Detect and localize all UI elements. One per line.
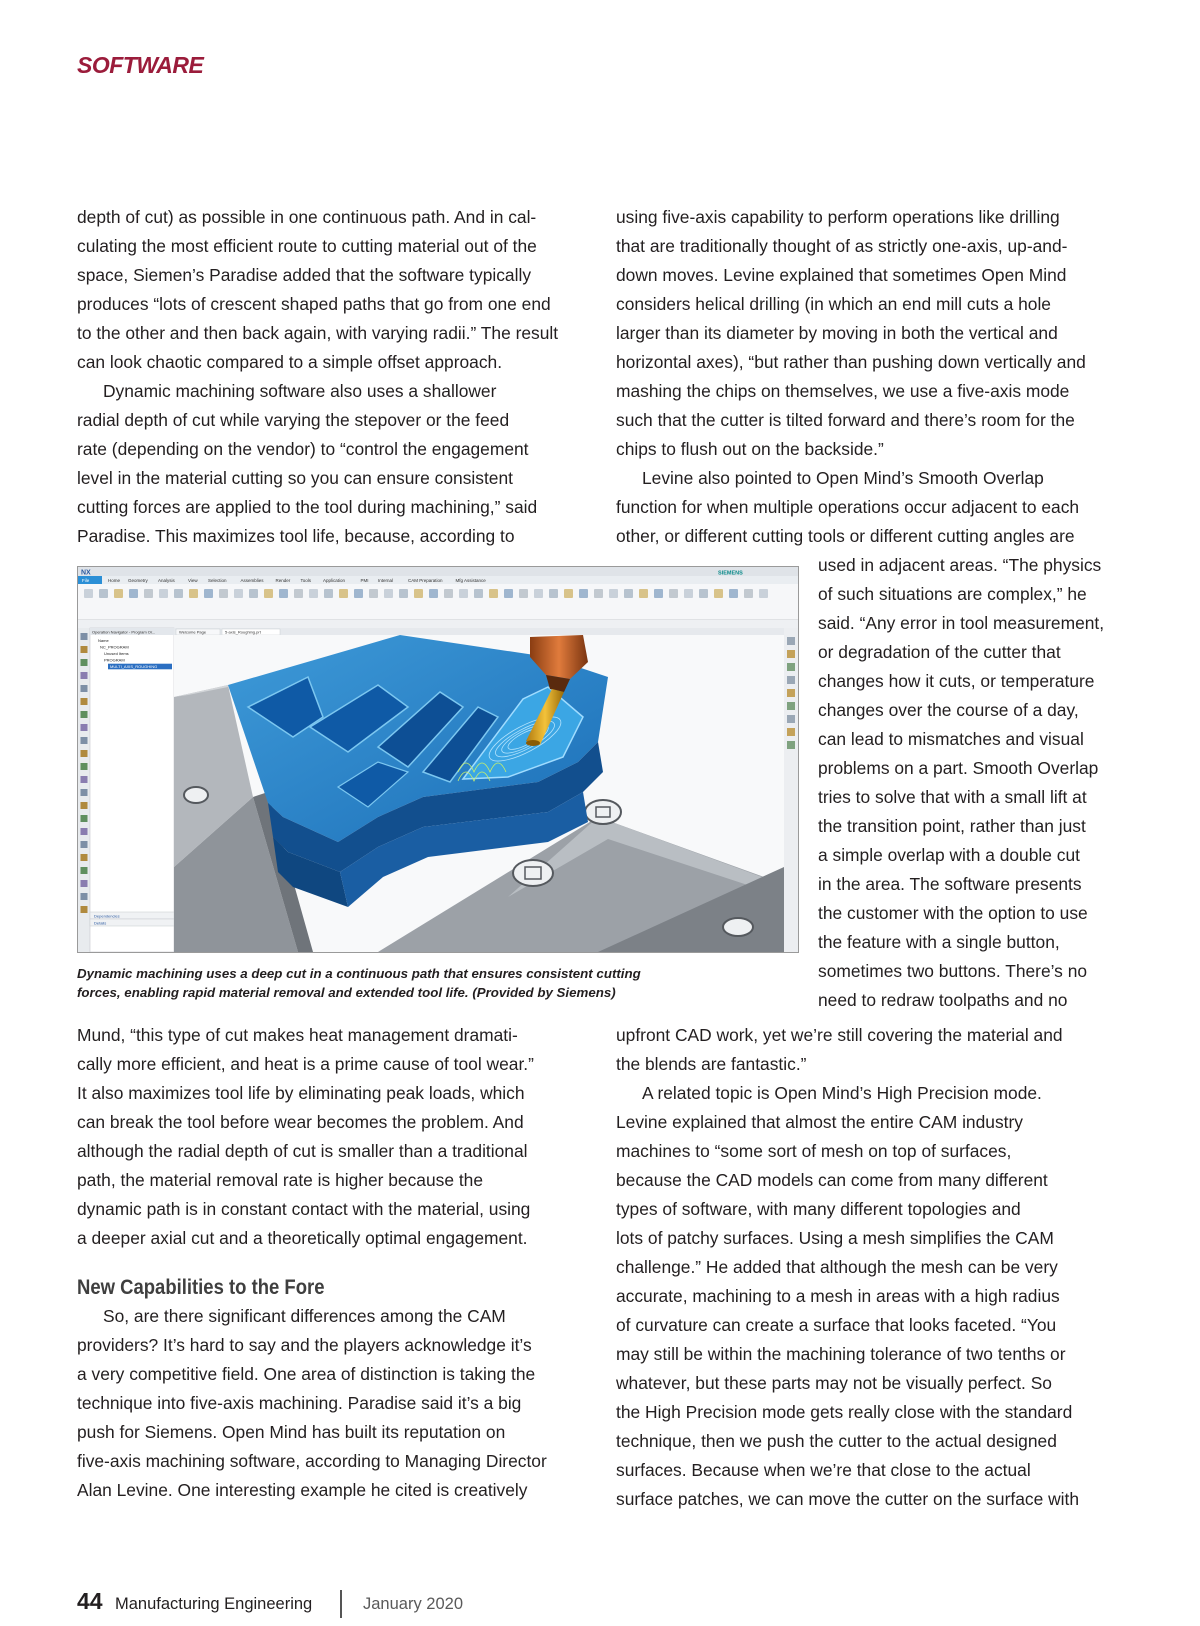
text-line: the High Precision mode gets really close with the standard [616,1402,1073,1422]
ribbon-tool-icon[interactable] [189,589,198,598]
text-line: produces “lots of crescent shaped paths that go from one end [77,294,551,314]
ribbon-tool-icon[interactable] [369,589,378,598]
navigator-item[interactable]: NC_PROGRAM [100,644,129,650]
ribbon-tool-icon[interactable] [234,589,243,598]
text-line: lots of patchy surfaces. Using a mesh simplifies the CAM [616,1228,1054,1248]
ribbon-tool-icon[interactable] [594,589,603,598]
ribbon-tool-icon[interactable] [204,589,213,598]
text-line: can break the tool before wear becomes the problem. And [77,1112,524,1132]
text-line: technique into five-axis machining. Paradise said it’s a big [77,1393,522,1413]
footer-divider [340,1590,342,1618]
app-mark: NX [81,569,91,577]
text-line: Dynamic machining software also uses a shallower [103,381,497,401]
side-tool-icon[interactable] [81,633,88,640]
side-tool-icon[interactable] [81,724,88,731]
text-line: other, or different cutting tools or different cutting angles are [616,526,1075,546]
ribbon-tool-icon[interactable] [414,589,423,598]
ribbon-tool-icon[interactable] [174,589,183,598]
figure-caption [77,964,797,1002]
text-line: types of software, with many different topologies and [616,1199,1021,1219]
ribbon-tool-icon[interactable] [399,589,408,598]
text-line: challenge.” He added that although the mesh can be very [616,1257,1058,1277]
text-line: accurate, machining to a mesh in areas with a high radius [616,1286,1060,1306]
column-d [818,551,1104,1015]
text-line: Levine explained that almost the entire CAM industry [616,1112,1023,1132]
text-line: It also maximizes tool life by eliminating peak loads, which [77,1083,525,1103]
ribbon-tab[interactable]: Internal [378,578,394,584]
side-tool-icon[interactable] [81,698,88,705]
ribbon-tab[interactable]: Render [275,578,291,584]
resource-bar-icon[interactable] [787,741,795,749]
ribbon-tab[interactable]: Mfg Assistance [455,578,486,584]
ribbon-tool-icon[interactable] [159,589,168,598]
navigator-item[interactable]: Unused Items [104,651,129,656]
ribbon-tool-icon[interactable] [639,589,648,598]
column-a [77,203,558,551]
section-label: SOFTWARE [77,52,204,78]
page-number: 44 [77,1588,103,1614]
ribbon-tool-icon[interactable] [504,589,513,598]
ribbon-tool-icon[interactable] [534,589,543,598]
ribbon-tab[interactable]: Application [323,578,346,584]
text-line: whatever, but these parts may not be visually perfect. So [616,1373,1052,1393]
navigator-item[interactable]: Name [98,638,109,643]
resource-bar-icon[interactable] [787,689,795,697]
ribbon-tool-icon[interactable] [654,589,663,598]
navigator-item[interactable]: PROGRAM [104,657,125,663]
text-line: down moves. Levine explained that sometimes Open Mind [616,265,1067,285]
caption-line-2: forces, enabling rapid material removal and extended tool life. (Provided by Siemens) [77,985,616,1000]
ribbon-tab[interactable]: Selection [208,578,227,584]
text-line: cutting forces are applied to the tool during machining,” said [77,497,538,517]
ribbon-tool-icon[interactable] [714,589,723,598]
text-line: chips to flush out on the backside.” [616,439,884,459]
ribbon-tab[interactable]: File [82,578,90,584]
doc-tab-welcome: Welcome Page [179,629,207,635]
text-line: Alan Levine. One interesting example he cited is creatively [77,1480,528,1500]
text-line: push for Siemens. Open Mind has built its reputation on [77,1422,506,1442]
ribbon-tool-icon[interactable] [474,589,483,598]
text-line: depth of cut) as possible in one continuous path. And in cal- [77,207,537,227]
text-line: because the CAD models can come from many different [616,1170,1048,1190]
text-line: problems on a part. Smooth Overlap [818,758,1099,778]
issue-date: January 2020 [363,1595,463,1613]
text-line: mashing the chips on themselves, we use a five-axis mode [616,381,1070,401]
side-tool-icon[interactable] [81,737,88,744]
text-line: surface patches, we can move the cutter on the surface with [616,1489,1080,1509]
resource-bar-icon[interactable] [787,650,795,658]
text-line: cally more efficient, and heat is a prime cause of tool wear.” [77,1054,534,1074]
side-tool-icon[interactable] [81,854,88,861]
text-line: changes how it cuts, or temperature [818,671,1095,691]
ribbon-tool-icon[interactable] [84,589,93,598]
text-line: level in the material cutting so you can ensure consistent [77,468,513,488]
text-line: upfront CAD work, yet we’re still covering the material and [616,1025,1063,1045]
paragraph-gap [77,1253,547,1273]
text-line: space, Siemen’s Paradise added that the software typically [77,265,532,285]
text-line: horizontal axes), “but rather than pushing down vertically and [616,352,1086,372]
text-line: or degradation of the cutter that [818,642,1061,662]
text-line: of curvature can create a surface that looks faceted. “You [616,1315,1057,1335]
column-e [616,1021,1079,1514]
side-tool-icon[interactable] [81,776,88,783]
cam-software-screenshot [78,567,798,952]
text-line: machines to “some sort of mesh on top of surfaces, [616,1141,1012,1161]
ribbon-tool-icon[interactable] [684,589,693,598]
text-line: may still be within the machining tolerance of two tenths or [616,1344,1066,1364]
side-tool-icon[interactable] [81,802,88,809]
publication-name: Manufacturing Engineering [115,1595,313,1613]
caption-line-1: Dynamic machining uses a deep cut in a continuous path that ensures consistent cutting [77,966,641,981]
panel-dependencies: Dependencies [94,913,120,919]
ribbon-tool-icon[interactable] [99,589,108,598]
text-line: the feature with a single button, [818,932,1060,952]
ribbon-tab[interactable]: Home [108,578,121,584]
text-line: using five-axis capability to perform operations like drilling [616,207,1060,227]
ribbon-tool-icon[interactable] [444,589,453,598]
ribbon-tool-icon[interactable] [339,589,348,598]
ribbon-tool-icon[interactable] [744,589,753,598]
text-line: a very competitive field. One area of distinction is taking the [77,1364,536,1384]
section-heading: New Capabilities to the Fore [77,1276,325,1299]
ribbon-tool-icon[interactable] [669,589,678,598]
ribbon-tool-icon[interactable] [459,589,468,598]
side-tool-icon[interactable] [81,841,88,848]
ribbon-tool-icon[interactable] [609,589,618,598]
text-line: said. “Any error in tool measurement, [818,613,1105,633]
column-c [616,203,1086,551]
ribbon-tab[interactable]: Analysis [158,578,175,584]
ribbon-tool-icon[interactable] [624,589,633,598]
ribbon-tool-icon[interactable] [729,589,738,598]
text-line: a deeper axial cut and a theoretically optimal engagement. [77,1228,528,1248]
text-line: larger than its diameter by moving in both the vertical and [616,323,1058,343]
text-line: the customer with the option to use [818,903,1088,923]
side-tool-icon[interactable] [81,685,88,692]
ribbon-tool-icon[interactable] [249,589,258,598]
side-tool-icon[interactable] [81,646,88,653]
text-line: such that the cutter is tilted forward and there’s room for the [616,410,1075,430]
side-tool-icon[interactable] [81,880,88,887]
text-line: changes over the course of a day, [818,700,1079,720]
ribbon-tool-icon[interactable] [579,589,588,598]
ribbon-tool-icon[interactable] [279,589,288,598]
text-line: tries to solve that with a small lift at [818,787,1087,807]
ribbon-tab[interactable]: PMI [360,578,369,584]
text-line: path, the material removal rate is higher because the [77,1170,484,1190]
side-tool-icon[interactable] [81,893,88,900]
ribbon-tabs [82,578,486,583]
panel-details: Details [94,920,107,926]
side-tool-icon[interactable] [81,711,88,718]
text-line: need to redraw toolpaths and no [818,990,1068,1010]
resource-bar-icon[interactable] [787,702,795,710]
ribbon-tool-icon[interactable] [324,589,333,598]
side-tool-icon[interactable] [81,867,88,874]
ribbon-tool-icon[interactable] [114,589,123,598]
figure-cam-screenshot [77,566,799,953]
text-line: Mund, “this type of cut makes heat management dramati- [77,1025,518,1045]
ribbon-tab[interactable]: View [188,578,198,584]
brand-mark: SIEMENS [718,570,743,577]
doc-tab-part: 5-axis_Roughing.prt [225,629,261,635]
ribbon-tool-icon[interactable] [264,589,273,598]
ribbon-tool-icon[interactable] [384,589,393,598]
ribbon-tool-icon[interactable] [699,589,708,598]
side-tool-icon[interactable] [81,906,88,913]
ribbon-tool-icon[interactable] [309,589,318,598]
side-tool-icon[interactable] [81,789,88,796]
text-line: Levine also pointed to Open Mind’s Smooth Overlap [642,468,1044,488]
text-line: radial depth of cut while varying the stepover or the feed [77,410,510,430]
ribbon-tool-icon[interactable] [564,589,573,598]
ribbon-tool-icon[interactable] [144,589,153,598]
navigator-item[interactable]: MULTI_AXIS_ROUGHING [110,664,158,669]
text-line: that are traditionally thought of as strictly one-axis, up-and- [616,236,1068,256]
ribbon-tool-icon[interactable] [294,589,303,598]
column-b [77,1021,547,1505]
text-line: So, are there significant differences among the CAM [103,1306,506,1326]
side-tool-icon[interactable] [81,828,88,835]
text-line: rate (depending on the vendor) to “control the engagement [77,439,529,459]
resource-bar-icon[interactable] [787,728,795,736]
ribbon-tool-icon[interactable] [549,589,558,598]
text-line: can lead to mismatches and visual [818,729,1084,749]
ribbon-tool-icon[interactable] [129,589,138,598]
text-line: of such situations are complex,” he [818,584,1087,604]
text-line: technique, then we push the cutter to the actual designed [616,1431,1057,1451]
side-tool-icon[interactable] [81,672,88,679]
ribbon-tool-icon[interactable] [759,589,768,598]
text-line: A related topic is Open Mind’s High Precision mode. [642,1083,1042,1103]
side-tool-icon[interactable] [81,815,88,822]
ribbon-tab[interactable]: Assemblies [240,578,264,584]
resource-bar-icon[interactable] [787,676,795,684]
resource-bar-icon[interactable] [787,637,795,645]
text-line: used in adjacent areas. “The physics [818,555,1102,575]
text-line: the blends are fantastic.” [616,1054,807,1074]
text-line: culating the most efficient route to cutting material out of the [77,236,537,256]
resource-bar-icon[interactable] [787,663,795,671]
ribbon-tool-icon[interactable] [489,589,498,598]
text-line: five-axis machining software, according to Managing Director [77,1451,547,1471]
navigator-title: Operation Navigator - Program Or... [92,629,156,635]
text-line: considers helical drilling (in which an end mill cuts a hole [616,294,1051,314]
text-line: the transition point, rather than just [818,816,1086,836]
text-line: Paradise. This maximizes tool life, because, according to [77,526,515,546]
resource-bar-icon[interactable] [787,715,795,723]
text-line: providers? It’s hard to say and the players acknowledge it’s [77,1335,532,1355]
ribbon-tab[interactable]: Geometry [128,578,148,584]
ribbon-tool-icon[interactable] [354,589,363,598]
ribbon-tool-icon[interactable] [219,589,228,598]
ribbon-tab[interactable]: CAM Preparation [408,578,443,584]
ribbon-tool-icon[interactable] [429,589,438,598]
text-line: dynamic path is in constant contact with the material, using [77,1199,531,1219]
text-line: to the other and then back again, with varying radii.” The result [77,323,559,343]
text-line: surfaces. Because when we’re that close to the actual [616,1460,1031,1480]
ribbon-tab[interactable]: Tools [300,578,312,584]
text-line: a simple overlap with a double cut [818,845,1080,865]
text-line: can look chaotic compared to a simple offset approach. [77,352,503,372]
text-line: in the area. The software presents [818,874,1082,894]
text-line: function for when multiple operations occur adjacent to each [616,497,1080,517]
text-line: sometimes two buttons. There’s no [818,961,1088,981]
side-tool-icon[interactable] [81,750,88,757]
side-tool-icon[interactable] [81,659,88,666]
side-tool-icon[interactable] [81,763,88,770]
ribbon-tool-icon[interactable] [519,589,528,598]
text-line: although the radial depth of cut is smaller than a traditional [77,1141,528,1161]
